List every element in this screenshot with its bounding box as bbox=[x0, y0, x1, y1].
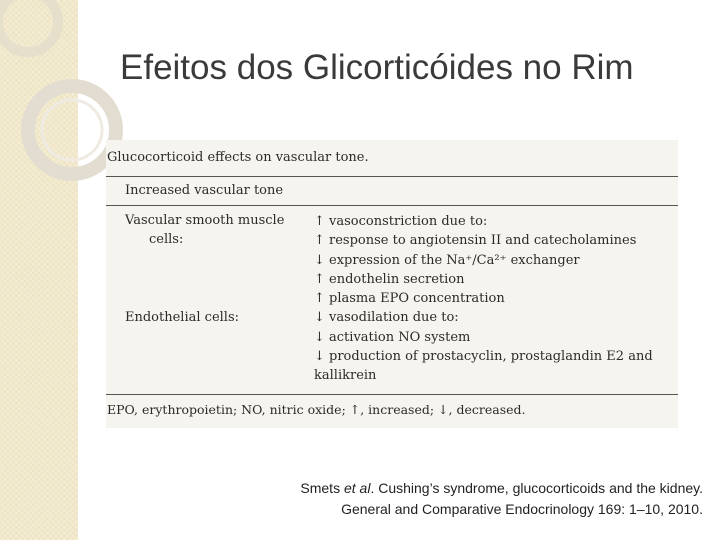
table-figure bbox=[106, 140, 678, 428]
row-label-vascular-smooth-muscle: Vascular smooth muscle cells: bbox=[125, 213, 285, 247]
effect-line: ↓ activation NO system bbox=[314, 329, 471, 345]
effect-line: ↓ expression of the Na⁺/Ca²⁺ exchanger bbox=[314, 252, 580, 268]
citation-line-2: General and Comparative Endocrinology 169: 1–10, 2010. bbox=[341, 501, 703, 517]
citation-line-1: Smets et al. Cushing’s syndrome, glucocorticoids and the kidney. bbox=[300, 480, 703, 496]
effect-line: ↓ vasodilation due to: bbox=[314, 310, 459, 326]
effect-line: ↑ endothelin secretion bbox=[314, 271, 465, 287]
table-footnote: EPO, erythropoietin; NO, nitric oxide; ↑, increased; ↓, decreased. bbox=[107, 402, 526, 417]
effect-line: kallikrein bbox=[314, 368, 377, 384]
effect-line: ↓ production of prostacyclin, prostaglandin E2 and bbox=[314, 349, 653, 365]
table-bottom-rule bbox=[106, 394, 678, 395]
citation bbox=[103, 478, 703, 520]
effect-line: ↑ vasoconstriction due to: bbox=[314, 214, 488, 229]
effect-line: ↑ plasma EPO concentration bbox=[314, 291, 505, 307]
table-header-rule bbox=[106, 205, 678, 206]
row-label-endothelial-cells: Endothelial cells: bbox=[125, 310, 239, 325]
slide-title: Efeitos dos Glicorticóides no Rim bbox=[120, 48, 634, 87]
table-caption: Glucocorticoid effects on vascular tone. bbox=[107, 150, 369, 165]
table-top-rule bbox=[106, 176, 678, 177]
table-header: Increased vascular tone bbox=[125, 183, 284, 198]
effects-list bbox=[314, 212, 653, 386]
effect-line: ↑ response to angiotensin II and catecholamines bbox=[314, 233, 637, 249]
